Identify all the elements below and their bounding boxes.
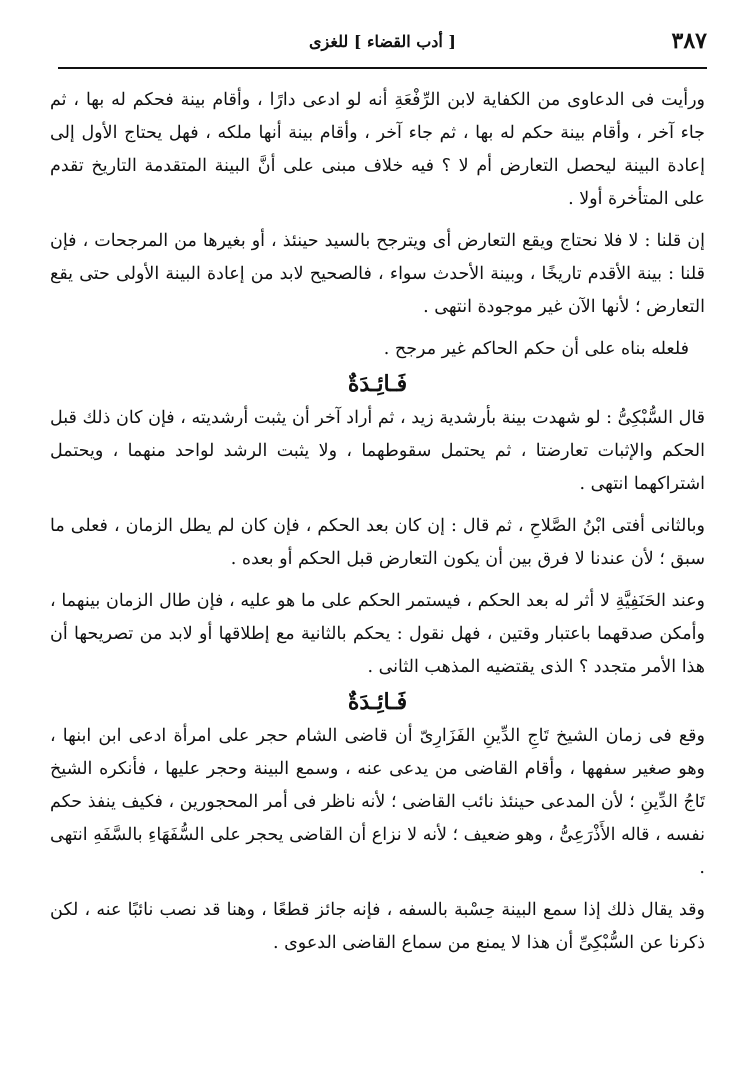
paragraph: وبالثانى أفتى ابْنُ الصَّلاحِ ، ثم قال : إن كان بعد الحكم ، فإن كان لم يطل الزمان ، فعلى ما سبق ؛ لأن عندنا لا فرق بين أن يكون التعارض قبل الحكم أو بعده .: [50, 516, 705, 569]
section-heading: فَـائِـدَةٌ: [347, 689, 408, 715]
paragraph: فلعله بناه على أن حكم الحاكم غير مرجح .: [383, 339, 689, 359]
running-title: [ أدب القضاء ] للغزى: [309, 32, 456, 51]
page-header: [58, 28, 707, 62]
page-body: [50, 84, 705, 960]
paragraph: وعند الحَنَفِيَّةِ لا أثر له بعد الحكم ، فيستمر الحكم على ما هو عليه ، فإن طال الزمان بينهما ، وأمكن صدقهما باعتبار وقتين ، فهل نقول : يحكم بالثانية مع إطلاقها أو لابد من تصريحها أن هذا الأمر متجدد ؟ الذى يقتضيه المذهب الثانى .: [50, 591, 705, 677]
header-rule: [58, 67, 707, 69]
paragraph: قال السُّبْكِىُّ : لو شهدت بينة بأرشدية زيد ، ثم أراد آخر أن يثبت أرشديته ، فإن كان ذلك قبل الحكم والإثبات تعارضتا ، ثم يحتمل سقوطهما ، ولا يثبت الرشد لواحد منهما ، ويحتمل اشتراكهما انتهى .: [50, 408, 705, 494]
paragraph: إن قلنا : لا فلا نحتاج ويقع التعارض أى ويترجح بالسيد حينئذ ، أو بغيرها من المرجحات ، فإن قلنا : بينة الأقدم تاريخًا ، وبينة الأحدث سواء ، فالصحيح لابد من إعادة البينة الأولى حتى يقع التعارض ؛ لأنها الآن غير موجودة انتهى .: [50, 231, 705, 317]
paragraph: ورأيت فى الدعاوى من الكفاية لابن الرِّفْعَةِ أنه لو ادعى دارًا ، وأقام بينة فحكم له بها ، ثم جاء آخر ، وأقام بينة حكم له بها ، ثم جاء آخر ، وأقام بينة أنها ملكه ، فهل يحتاج الأول إلى إعادة البينة ليحصل التعارض أم لا ؟ فيه خلاف مبنى على أنَّ البينة المتقدمة التاريخ تقدم على المتأخرة أولا .: [50, 90, 705, 209]
paragraph: وقد يقال ذلك إذا سمع البينة حِسْبة بالسفه ، فإنه جائز قطعًا ، وهنا قد نصب نائبًا عنه ، لكن ذكرنا عن السُّبْكِىِّ أن هذا لا يمنع من سماع القاضى الدعوى .: [50, 900, 705, 953]
page-number: ٣٨٧: [671, 28, 707, 54]
paragraph: وقع فى زمان الشيخ تَاجِ الدِّينِ الفَزَارِىّ أن قاضى الشام حجر على امرأة ادعى ابن ابنها ، وهو صغير سفهها ، وأقام القاضى من يدعى عنه ، وسمع البينة وحجر عليها ، فأنكره الشيخ تَاجُ الدِّينِ ؛ لأن المدعى حينئذ نائب القاضى ؛ لأنه ناظر فى أمر المحجورين ، فكيف ينفذ حكم نفسه ، قاله الأَذْرَعِىُّ ، وهو ضعيف ؛ لأنه لا نزاع أن القاضى يحجر على السُّفَهَاءِ بالسَّفَهِ انتهى .: [50, 726, 705, 878]
section-heading: فَـائِـدَةٌ: [347, 371, 408, 397]
